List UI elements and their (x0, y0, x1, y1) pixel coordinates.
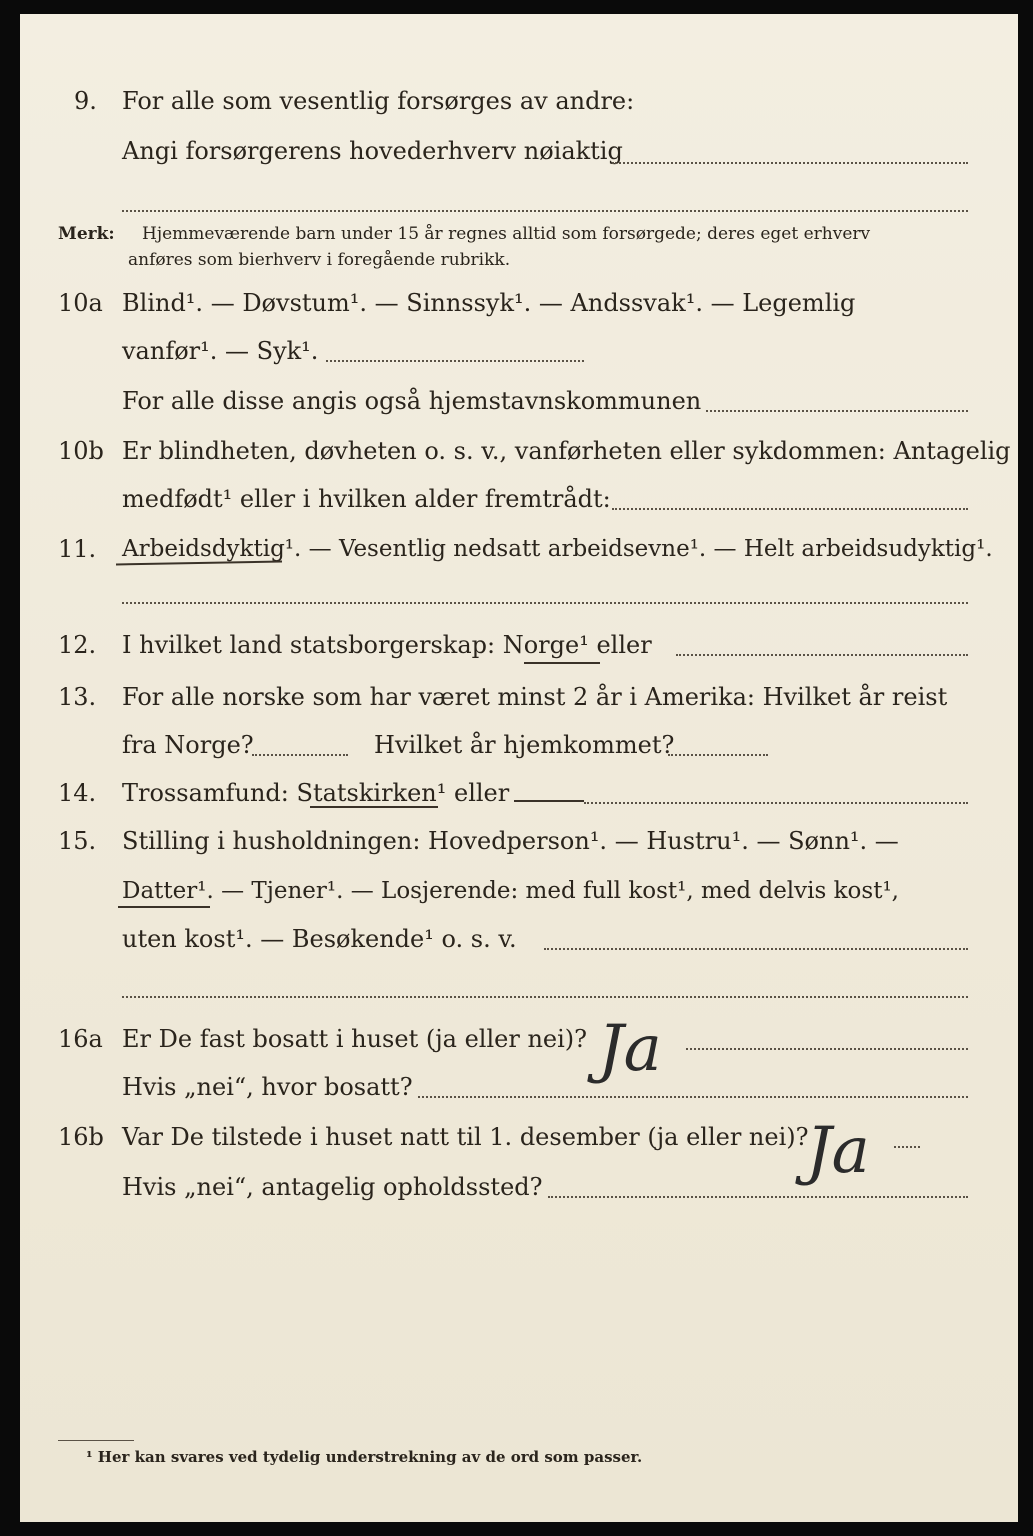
item-12-number: 12. (58, 631, 97, 659)
item-13-line-1: For alle norske som har været minst 2 år i Amerika: Hvilket år reist (122, 683, 948, 711)
item-9-answer-line-2 (122, 210, 968, 212)
item-14-line-1: Trossamfund: Statskirken¹ eller (122, 779, 510, 807)
merk-label: Merk: (58, 224, 115, 244)
item-15-answer-line (544, 948, 968, 950)
item-13-line-2a: fra Norge? (122, 731, 254, 759)
item-15-line-1: Stilling i husholdningen: Hovedperson¹. — Hustru¹. — Sønn¹. — (122, 827, 899, 855)
item-9-answer-line (612, 162, 968, 164)
footnote: ¹ Her kan svares ved tydelig understrekning av de ord som passer. (86, 1448, 643, 1466)
item-14-number: 14. (58, 779, 97, 807)
item-10a-line-1: Blind¹. — Døvstum¹. — Sinnssyk¹. — Andssvak¹. — Legemlig (122, 289, 856, 317)
merk-line-1: Hjemmeværende barn under 15 år regnes alltid som forsørgede; deres eget erhverv (142, 224, 871, 244)
item-16a-handwritten-answer: Ja (598, 1012, 662, 1086)
item-16b-answer-line (894, 1146, 920, 1148)
item-10a-hjemstavn-line (706, 410, 968, 412)
item-16b-number: 16b (58, 1123, 104, 1151)
statskirken-underline (310, 806, 438, 808)
item-16b-line-2: Hvis „nei“, antagelig opholdssted? (122, 1173, 543, 1201)
item-13-reist-line (252, 754, 348, 756)
item-12-answer-line (676, 654, 968, 656)
item-11-answer-line (122, 602, 968, 604)
item-10b-line-2: medfødt¹ eller i hvilken alder fremtrådt: (122, 485, 611, 513)
item-16b-opholdssted-line (548, 1196, 968, 1198)
item-16a-line-2: Hvis „nei“, hvor bosatt? (122, 1073, 413, 1101)
item-15-line-2: Datter¹. — Tjener¹. — Losjerende: med full kost¹, med delvis kost¹, (122, 878, 899, 904)
item-16a-line-1: Er De fast bosatt i huset (ja eller nei)? (122, 1025, 588, 1053)
datter-underline (118, 906, 210, 908)
item-16b-line-1: Var De tilstede i huset natt til 1. desember (ja eller nei)? (122, 1123, 809, 1151)
item-11-number: 11. (58, 535, 97, 563)
item-9-line-1: For alle som vesentlig forsørges av andre: (122, 87, 635, 115)
item-10a-answer-line (326, 360, 584, 362)
item-16a-answer-line (686, 1048, 968, 1050)
item-13-hjemkommet-line (668, 754, 768, 756)
item-12-line-1: I hvilket land statsborgerskap: Norge¹ eller (122, 631, 652, 659)
merk-line-2: anføres som bierhverv i foregående rubrikk. (128, 250, 511, 270)
item-10b-line-1: Er blindheten, døvheten o. s. v., vanførheten eller sykdommen: Antagelig (122, 437, 1011, 465)
item-15-answer-line-2 (122, 996, 968, 998)
item-10a-number: 10a (58, 289, 103, 317)
item-11-line-1: Arbeidsdyktig¹. — Vesentlig nedsatt arbeidsevne¹. — Helt arbeidsudyktig¹. (122, 536, 993, 562)
norge-underline (524, 662, 600, 664)
footnote-rule (58, 1440, 134, 1441)
item-14-solid-line (514, 800, 584, 802)
item-10b-answer-line (612, 508, 968, 510)
item-10a-line-2: vanfør¹. — Syk¹. (122, 337, 319, 365)
item-14-answer-line (584, 802, 968, 804)
item-10b-number: 10b (58, 437, 104, 465)
item-16a-number: 16a (58, 1025, 103, 1053)
item-9-number: 9. (74, 87, 97, 115)
item-9-line-2: Angi forsørgerens hovederhverv nøiaktig (122, 137, 623, 165)
item-15-line-3: uten kost¹. — Besøkende¹ o. s. v. (122, 925, 517, 953)
item-10a-line-3: For alle disse angis også hjemstavnskommunen (122, 387, 702, 415)
item-15-number: 15. (58, 827, 97, 855)
item-16b-handwritten-answer: Ja (806, 1114, 870, 1188)
item-13-line-2b: Hvilket år hjemkommet? (374, 731, 675, 759)
item-13-number: 13. (58, 683, 97, 711)
item-16a-bosatt-line (418, 1096, 968, 1098)
